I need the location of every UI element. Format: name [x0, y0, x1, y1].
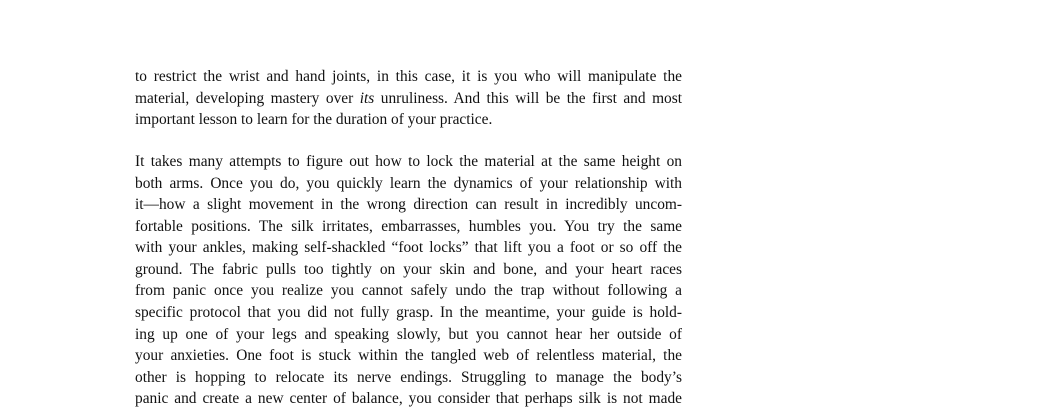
- text-line: with your ankles, making self-shackled “foot locks” that lift you a foot or so off the: [135, 239, 682, 257]
- paragraph-1: [135, 66, 682, 131]
- text-line: It takes many attempts to figure out how to lock the material at the same height on: [135, 153, 682, 171]
- text-line: both arms. Once you do, you quickly learn the dynamics of your relationship with: [135, 174, 682, 192]
- emphasis-text: its: [359, 89, 375, 107]
- text-line: important lesson to learn for the duration of your practice.: [135, 111, 493, 129]
- text-segment: material, developing mastery over: [135, 89, 360, 107]
- text-line: other is hopping to relocate its nerve endings. Struggling to manage the body’s: [135, 368, 682, 386]
- text-line: from panic once you realize you cannot safely undo the trap without following a: [135, 282, 682, 300]
- text-line: ing up one of your legs and speaking slowly, but you cannot hear her outside of: [135, 325, 682, 343]
- text-line: your anxieties. One foot is stuck within the tangled web of relentless material, the: [135, 347, 682, 365]
- text-line: [135, 88, 682, 110]
- text-line: fortable positions. The silk irritates, embarrasses, humbles you. You try the same: [135, 217, 682, 235]
- text-line: to restrict the wrist and hand joints, in this case, it is you who will manipulate the: [135, 68, 682, 85]
- document-page: [135, 66, 682, 410]
- text-line: it—how a slight movement in the wrong direction can result in incredibly uncom-: [135, 196, 682, 214]
- paragraph-2: [135, 151, 682, 410]
- text-line: panic and create a new center of balance, you consider that perhaps silk is not made: [135, 390, 682, 408]
- text-segment: unruliness. And this will be the first and most: [374, 89, 683, 107]
- text-line: ground. The fabric pulls too tightly on your skin and bone, and your heart races: [135, 260, 682, 278]
- text-line: specific protocol that you did not fully grasp. In the meantime, your guide is hold-: [135, 303, 682, 321]
- paragraph-spacing: [135, 131, 682, 152]
